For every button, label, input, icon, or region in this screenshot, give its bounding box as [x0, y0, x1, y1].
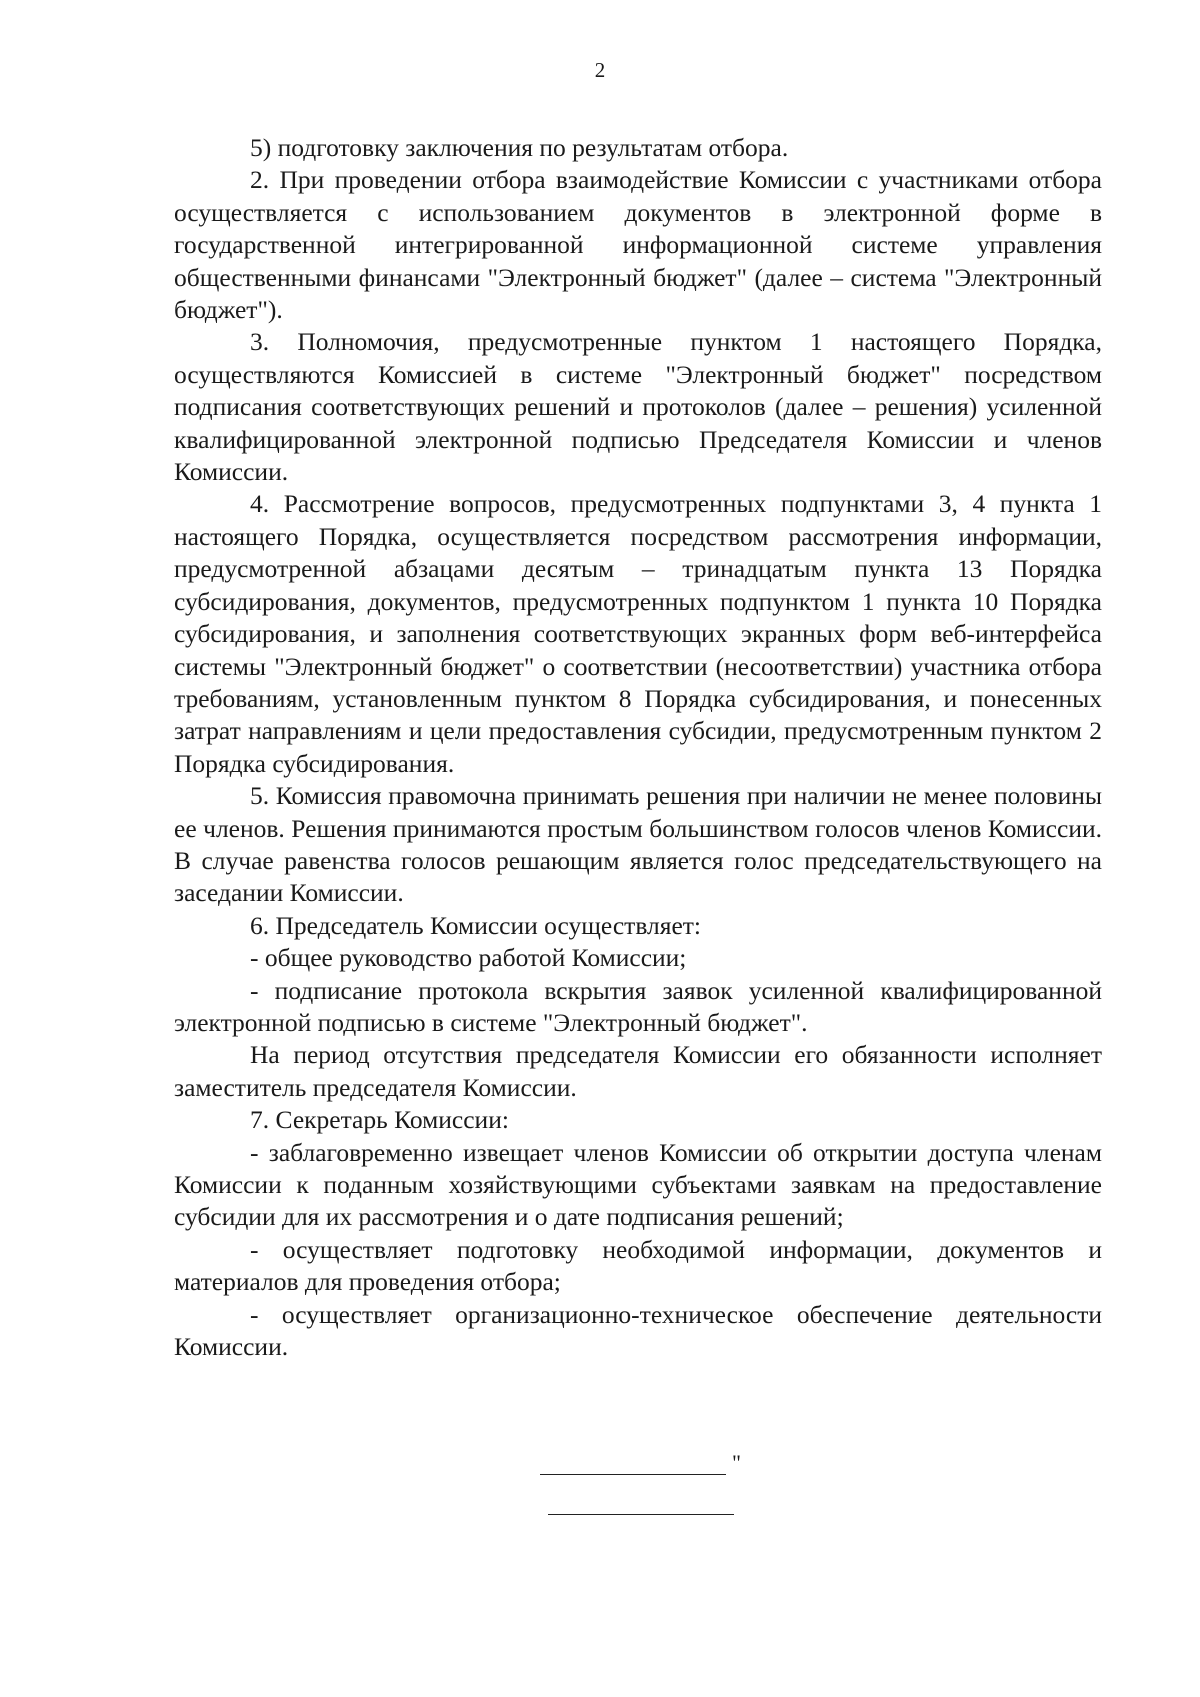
paragraph-item-5: 5) подготовку заключения по результатам отбора. — [250, 133, 789, 162]
paragraph-clause-7-item-2: - осуществляет подготовку необходимой информации, документов и материалов для проведения отбора; — [174, 1234, 1102, 1297]
paragraph-clause-6-item-1: - общее руководство работой Комиссии; — [250, 943, 687, 973]
closing-quote: " — [732, 1450, 741, 1475]
end-line-1 — [540, 1474, 726, 1475]
page-number: 2 — [594, 58, 606, 82]
paragraph-clause-4: 4. Рассмотрение вопросов, предусмотренных подпунктами 3, 4 пункта 1 настоящего Порядка, осуществляется посредством рассмотрения информации, предусмотренной абзацами десятым – тринадцатым пункта 13 Порядка субсидирования, документов, предусмотренных подпунктом 1 пункта 10 Порядка субсидирования, и заполнения соответствующих экранных форм веб-интерфейса системы "Электронный бюджет" о соответствии (несоответствии) участника отбора требованиям, установленным пунктом 8 Порядка субсидирования, и понесенных затрат направлениям и цели предоставления субсидии, предусмотренным пунктом 2 Порядка субсидирования. — [174, 489, 1102, 778]
paragraph-clause-5: 5. Комиссия правомочна принимать решения при наличии не менее половины ее членов. Решения принимаются простым большинством голосов членов Комиссии. В случае равенства голосов решающим является голос председательствующего на заседании Комиссии. — [174, 781, 1102, 908]
paragraph-clause-3: 3. Полномочия, предусмотренные пунктом 1 настоящего Порядка, осуществляются Комиссией в системе "Электронный бюджет" посредством подписания соответствующих решений и протоколов (далее – решения) усиленной квалифицированной электронной подписью Председателя Комиссии и членов Комиссии. — [174, 327, 1102, 487]
end-line-2 — [548, 1514, 734, 1515]
paragraph-clause-7-item-3: - осуществляет организационно-техническое обеспечение деятельности Комиссии. — [174, 1299, 1102, 1362]
paragraph-clause-2: 2. При проведении отбора взаимодействие Комиссии с участниками отбора осуществляется с использованием документов в электронной форме в государственной интегрированной информационной системе управления общественными финансами "Электронный бюджет" (далее – система "Электронный бюджет"). — [174, 165, 1102, 325]
paragraph-clause-7: 7. Секретарь Комиссии: — [250, 1105, 509, 1135]
paragraph-clause-6-item-2: - подписание протокола вскрытия заявок усиленной квалифицированной электронной подписью в системе "Электронный бюджет". — [174, 975, 1102, 1037]
paragraph-deputy: На период отсутствия председателя Комиссии его обязанности исполняет заместитель председателя Комиссии. — [174, 1040, 1102, 1102]
paragraph-clause-7-item-1: - заблаговременно извещает членов Комиссии об открытии доступа членам Комиссии к поданным хозяйствующими субъектами заявкам на предоставление субсидии для их рассмотрения и о дате подписания решений; — [174, 1137, 1102, 1232]
paragraph-clause-6: 6. Председатель Комиссии осуществляет: — [250, 910, 702, 940]
end-of-document-lines — [540, 1448, 740, 1528]
document-body — [174, 132, 1102, 1363]
